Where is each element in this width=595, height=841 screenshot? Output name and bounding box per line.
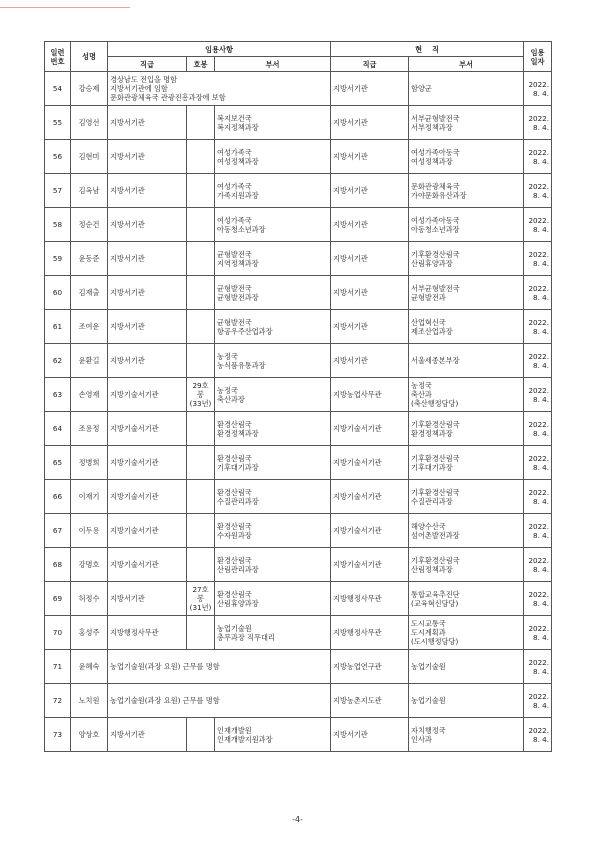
serial-number-cell: 59 xyxy=(45,242,71,276)
serial-number-cell: 62 xyxy=(45,344,71,378)
name-cell: 노치원 xyxy=(71,684,108,718)
current-dept-cell: 기후환경산림국 환경정책과장 xyxy=(409,412,524,446)
table-row xyxy=(45,72,552,106)
serial-number-cell: 67 xyxy=(45,514,71,548)
current-rank-cell: 지방기술서기관 xyxy=(331,548,409,582)
rank-cell: 지방서기관 xyxy=(108,208,187,242)
serial-number-cell: 63 xyxy=(45,378,71,412)
date-cell: 2022. 8. 4. xyxy=(524,242,552,276)
current-dept-cell: 농업기술원 xyxy=(409,684,524,718)
current-rank-cell: 지방서기관 xyxy=(331,310,409,344)
grade-cell xyxy=(187,480,215,514)
dept-cell: 여성가족국 아동청소년과장 xyxy=(215,208,331,242)
serial-number-cell: 56 xyxy=(45,140,71,174)
date-cell: 2022. 8. 4. xyxy=(524,106,552,140)
appointment-text-cell: 농업기술원(과장 요원) 근무를 명함 xyxy=(108,684,331,718)
grade-cell: 29호봉 (33년) xyxy=(187,378,215,412)
current-dept-cell: 자치행정국 인사과 xyxy=(409,718,524,752)
rank-cell: 지방서기관 xyxy=(108,276,187,310)
header-date: 임용 일자 xyxy=(524,42,552,72)
header-dept: 부서 xyxy=(215,57,331,72)
dept-cell: 환경산림국 수자원과장 xyxy=(215,514,331,548)
dept-cell: 환경산림국 기후대기과장 xyxy=(215,446,331,480)
current-dept-cell: 기후환경산림국 기후대기과장 xyxy=(409,446,524,480)
grade-cell xyxy=(187,616,215,650)
name-cell: 홍성주 xyxy=(71,616,108,650)
current-rank-cell: 지방기술서기관 xyxy=(331,446,409,480)
date-cell: 2022. 8. 4. xyxy=(524,582,552,616)
grade-cell xyxy=(187,242,215,276)
current-rank-cell: 지방서기관 xyxy=(331,276,409,310)
serial-number-cell: 54 xyxy=(45,72,71,106)
name-cell: 윤혜숙 xyxy=(71,650,108,684)
table-row xyxy=(45,378,552,412)
dept-cell: 여성가족국 여성정책과장 xyxy=(215,140,331,174)
date-cell: 2022. 8. 4. xyxy=(524,446,552,480)
current-rank-cell: 지방농촌지도관 xyxy=(331,684,409,718)
rank-cell: 지방기술서기관 xyxy=(108,480,187,514)
name-cell: 허정수 xyxy=(71,582,108,616)
appointment-text-cell: 농업기술원(과장 요원) 근무를 명함 xyxy=(108,650,331,684)
header-current-dept: 부서 xyxy=(409,57,524,72)
table-row xyxy=(45,616,552,650)
table-row xyxy=(45,174,552,208)
dept-cell: 균형발전국 균형발전과장 xyxy=(215,276,331,310)
serial-number-cell: 55 xyxy=(45,106,71,140)
dept-cell: 복지보건국 복지정책과장 xyxy=(215,106,331,140)
current-rank-cell: 지방서기관 xyxy=(331,72,409,106)
table-row xyxy=(45,582,552,616)
current-rank-cell: 지방서기관 xyxy=(331,174,409,208)
appointment-text-cell: 경상남도 전입을 명함 지방서기관에 임함 문화관광체육국 관광진흥과장에 보함 xyxy=(108,72,331,106)
current-dept-cell: 기후환경산림국 수질관리과장 xyxy=(409,480,524,514)
table-row xyxy=(45,106,552,140)
current-dept-cell: 통합교육추진단 (교육혁신담당) xyxy=(409,582,524,616)
date-cell: 2022. 8. 4. xyxy=(524,276,552,310)
current-rank-cell: 지방농업연구관 xyxy=(331,650,409,684)
rank-cell: 지방기술서기관 xyxy=(108,514,187,548)
current-rank-cell: 지방기술서기관 xyxy=(331,514,409,548)
serial-number-cell: 64 xyxy=(45,412,71,446)
current-dept-cell: 기후환경산림국 산림정책과장 xyxy=(409,548,524,582)
current-dept-cell: 해양수산국 섬어촌발전과장 xyxy=(409,514,524,548)
serial-number-cell: 69 xyxy=(45,582,71,616)
date-cell: 2022. 8. 4. xyxy=(524,718,552,752)
date-cell: 2022. 8. 4. xyxy=(524,140,552,174)
current-dept-cell: 서부균형발전국 균형발전과 xyxy=(409,276,524,310)
grade-cell xyxy=(187,446,215,480)
dept-cell: 환경산림국 환경정책과장 xyxy=(215,412,331,446)
grade-cell xyxy=(187,412,215,446)
date-cell: 2022. 8. 4. xyxy=(524,344,552,378)
table-row xyxy=(45,310,552,344)
serial-number-cell: 73 xyxy=(45,718,71,752)
current-rank-cell: 지방서기관 xyxy=(331,242,409,276)
current-rank-cell: 지방기술서기관 xyxy=(331,480,409,514)
table-row xyxy=(45,718,552,752)
serial-number-cell: 72 xyxy=(45,684,71,718)
serial-number-cell: 66 xyxy=(45,480,71,514)
current-dept-cell: 여성가족아동국 아동청소년과장 xyxy=(409,208,524,242)
current-rank-cell: 지방서기관 xyxy=(331,208,409,242)
name-cell: 조용정 xyxy=(71,412,108,446)
header-current: 현 직 xyxy=(331,42,524,57)
date-cell: 2022. 8. 4. xyxy=(524,650,552,684)
name-cell: 김현미 xyxy=(71,140,108,174)
name-cell: 이재기 xyxy=(71,480,108,514)
header-grade: 호봉 xyxy=(187,57,215,72)
date-cell: 2022. 8. 4. xyxy=(524,310,552,344)
dept-cell: 균형발전국 지역정책과장 xyxy=(215,242,331,276)
table-row xyxy=(45,242,552,276)
name-cell: 강명호 xyxy=(71,548,108,582)
table-row xyxy=(45,412,552,446)
rank-cell: 지방서기관 xyxy=(108,310,187,344)
current-dept-cell: 농업기술원 xyxy=(409,650,524,684)
date-cell: 2022. 8. 4. xyxy=(524,378,552,412)
date-cell: 2022. 8. 4. xyxy=(524,72,552,106)
serial-number-cell: 58 xyxy=(45,208,71,242)
current-dept-cell: 여성가족아동국 여성정책과장 xyxy=(409,140,524,174)
current-dept-cell: 산업혁신국 제조산업과장 xyxy=(409,310,524,344)
name-cell: 김옥남 xyxy=(71,174,108,208)
current-dept-cell: 기후환경산림국 산림휴양과장 xyxy=(409,242,524,276)
rank-cell: 지방서기관 xyxy=(108,174,187,208)
current-rank-cell: 지방행정사무관 xyxy=(331,582,409,616)
rank-cell: 지방서기관 xyxy=(108,140,187,174)
date-cell: 2022. 8. 4. xyxy=(524,514,552,548)
table-row xyxy=(45,208,552,242)
current-dept-cell: 서울세종본부장 xyxy=(409,344,524,378)
name-cell: 양상호 xyxy=(71,718,108,752)
serial-number-cell: 70 xyxy=(45,616,71,650)
grade-cell xyxy=(187,718,215,752)
table-row xyxy=(45,140,552,174)
rank-cell: 지방서기관 xyxy=(108,242,187,276)
current-dept-cell: 도시교통국 도시계획과 (도시행정담당) xyxy=(409,616,524,650)
current-rank-cell: 지방서기관 xyxy=(331,140,409,174)
header-appointment: 임용사항 xyxy=(108,42,331,57)
name-cell: 정병희 xyxy=(71,446,108,480)
corner-rule xyxy=(0,7,130,8)
serial-number-cell: 71 xyxy=(45,650,71,684)
table-row xyxy=(45,446,552,480)
rank-cell: 지방기술서기관 xyxy=(108,446,187,480)
grade-cell xyxy=(187,140,215,174)
current-rank-cell: 지방농업사무관 xyxy=(331,378,409,412)
header-current-rank: 직급 xyxy=(331,57,409,72)
name-cell: 김재출 xyxy=(71,276,108,310)
current-dept-cell: 서부균형발전국 서부정책과장 xyxy=(409,106,524,140)
grade-cell xyxy=(187,106,215,140)
current-rank-cell: 지방서기관 xyxy=(331,344,409,378)
date-cell: 2022. 8. 4. xyxy=(524,684,552,718)
dept-cell: 환경산림국 수질관리과장 xyxy=(215,480,331,514)
name-cell: 손영재 xyxy=(71,378,108,412)
header-rank: 직급 xyxy=(108,57,187,72)
current-rank-cell: 지방행정사무관 xyxy=(331,616,409,650)
dept-cell: 농업기술원 총무과장 직무대리 xyxy=(215,616,331,650)
date-cell: 2022. 8. 4. xyxy=(524,208,552,242)
dept-cell: 환경산림국 산림휴양과장 xyxy=(215,582,331,616)
name-cell: 윤환길 xyxy=(71,344,108,378)
rank-cell: 지방행정사무관 xyxy=(108,616,187,650)
current-dept-cell: 함양군 xyxy=(409,72,524,106)
rank-cell: 지방서기관 xyxy=(108,106,187,140)
date-cell: 2022. 8. 4. xyxy=(524,548,552,582)
rank-cell: 지방기술서기관 xyxy=(108,548,187,582)
dept-cell: 여성가족국 가족지원과장 xyxy=(215,174,331,208)
rank-cell: 지방서기관 xyxy=(108,582,187,616)
table-row xyxy=(45,684,552,718)
date-cell: 2022. 8. 4. xyxy=(524,174,552,208)
date-cell: 2022. 8. 4. xyxy=(524,616,552,650)
table-row xyxy=(45,276,552,310)
name-cell: 조여운 xyxy=(71,310,108,344)
rank-cell: 지방서기관 xyxy=(108,344,187,378)
serial-number-cell: 68 xyxy=(45,548,71,582)
grade-cell xyxy=(187,174,215,208)
name-cell: 이두용 xyxy=(71,514,108,548)
serial-number-cell: 65 xyxy=(45,446,71,480)
current-dept-cell: 농정국 축산과 (축산행정담당) xyxy=(409,378,524,412)
table-row xyxy=(45,480,552,514)
date-cell: 2022. 8. 4. xyxy=(524,412,552,446)
dept-cell: 인재개발원 인재개발지원과장 xyxy=(215,718,331,752)
dept-cell: 환경산림국 산림관리과장 xyxy=(215,548,331,582)
grade-cell: 27호봉 (31년) xyxy=(187,582,215,616)
name-cell: 윤동준 xyxy=(71,242,108,276)
page-number: -4- xyxy=(292,815,303,824)
dept-cell: 농정국 축산과장 xyxy=(215,378,331,412)
date-cell: 2022. 8. 4. xyxy=(524,480,552,514)
grade-cell xyxy=(187,208,215,242)
rank-cell: 지방서기관 xyxy=(108,718,187,752)
name-cell: 김영선 xyxy=(71,106,108,140)
grade-cell xyxy=(187,548,215,582)
rank-cell: 지방기술서기관 xyxy=(108,378,187,412)
header-serial-no: 일련 번호 xyxy=(45,42,71,72)
table-row xyxy=(45,514,552,548)
current-rank-cell: 지방서기관 xyxy=(331,106,409,140)
grade-cell xyxy=(187,276,215,310)
current-rank-cell: 지방기술서기관 xyxy=(331,412,409,446)
table-row xyxy=(45,650,552,684)
grade-cell xyxy=(187,310,215,344)
serial-number-cell: 60 xyxy=(45,276,71,310)
current-dept-cell: 문화관광체육국 가야문화유산과장 xyxy=(409,174,524,208)
name-cell: 정순건 xyxy=(71,208,108,242)
name-cell: 강승제 xyxy=(71,72,108,106)
dept-cell: 균형발전국 항공우주산업과장 xyxy=(215,310,331,344)
serial-number-cell: 61 xyxy=(45,310,71,344)
serial-number-cell: 57 xyxy=(45,174,71,208)
current-rank-cell: 지방서기관 xyxy=(331,718,409,752)
dept-cell: 농정국 농식품유통과장 xyxy=(215,344,331,378)
header-name: 성명 xyxy=(71,42,108,72)
table-row xyxy=(45,548,552,582)
table-row xyxy=(45,344,552,378)
rank-cell: 지방기술서기관 xyxy=(108,412,187,446)
personnel-table xyxy=(44,41,552,752)
grade-cell xyxy=(187,514,215,548)
grade-cell xyxy=(187,344,215,378)
